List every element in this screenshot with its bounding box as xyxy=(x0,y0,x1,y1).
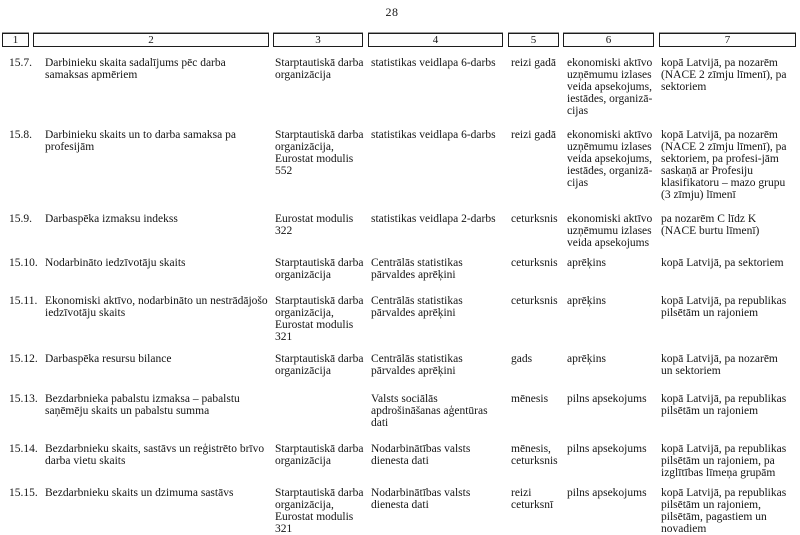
column-header-4: 4 xyxy=(368,33,503,47)
table-row xyxy=(8,353,796,377)
cell-indicator: Darbaspēka resursu bilance xyxy=(45,353,172,365)
cell-breakdown: kopā Latvijā, pa republikas pilsētām un rajoniem, pilsētām, pagastiem un novadiem xyxy=(661,487,787,535)
column-header-7: 7 xyxy=(659,33,796,47)
cell-frequency: reizi gadā xyxy=(511,129,557,141)
table-row xyxy=(8,129,796,201)
table-row xyxy=(8,57,796,117)
table-row xyxy=(8,213,796,249)
cell-method: aprēķins xyxy=(567,257,606,269)
cell-data-source: statistikas veidlapa 2-darbs xyxy=(371,213,496,225)
column-header-1: 1 xyxy=(2,33,29,47)
table-row xyxy=(8,443,796,479)
cell-method: ekonomiski aktīvo uzņēmumu izlases veida apsekojums, iestādes, organizā-cijas xyxy=(567,129,653,189)
cell-data-source: Nodarbinātības valsts dienesta dati xyxy=(371,443,471,467)
cell-breakdown: kopā Latvijā, pa sektoriem xyxy=(661,257,784,269)
cell-breakdown: kopā Latvijā, pa nozarēm (NACE 2 zīmju līmenī), pa sektoriem xyxy=(661,57,787,93)
cell-organization: Starptautiskā darba organizācija xyxy=(275,353,364,377)
cell-frequency: ceturksnis xyxy=(511,213,558,225)
cell-data-source: Valsts sociālās apdrošināšanas aģentūras dati xyxy=(371,393,488,429)
cell-organization: Starptautiskā darba organizācija xyxy=(275,57,364,81)
table-row xyxy=(8,257,796,281)
cell-id: 15.9. xyxy=(9,213,32,225)
cell-breakdown: kopā Latvijā, pa republikas pilsētām un rajoniem xyxy=(661,393,787,417)
column-header-3: 3 xyxy=(273,33,363,47)
table-row xyxy=(8,295,796,343)
cell-data-source: statistikas veidlapa 6-darbs xyxy=(371,129,496,141)
cell-data-source: Nodarbinātības valsts dienesta dati xyxy=(371,487,471,511)
cell-organization: Starptautiskā darba organizācija, Eurostat modulis 552 xyxy=(275,129,364,177)
cell-breakdown: kopā Latvijā, pa republikas pilsētām un rajoniem, pa izglītības līmeņa grupām xyxy=(661,443,787,479)
table-row xyxy=(8,487,796,535)
cell-method: pilns apsekojums xyxy=(567,487,647,499)
cell-organization: Eurostat modulis 322 xyxy=(275,213,354,237)
cell-indicator: Ekonomiski aktīvo, nodarbināto un nestrādājošo iedzīvotāju skaits xyxy=(45,295,268,319)
cell-indicator: Bezdarbnieku skaits, sastāvs un reģistrēto brīvo darba vietu skaits xyxy=(45,443,265,467)
cell-method: ekonomiski aktīvo uzņēmumu izlases veida apsekojums xyxy=(567,213,653,249)
cell-indicator: Bezdarbnieku skaits un dzimuma sastāvs xyxy=(45,487,234,499)
cell-breakdown: kopā Latvijā, pa nozarēm (NACE 2 zīmju līmenī), pa sektoriem, pa profesi-jām saskaņā ar Profesiju klasifikatoru – mazo grupu (3 zīmju) līmenī xyxy=(661,129,787,201)
cell-id: 15.8. xyxy=(9,129,32,141)
cell-breakdown: kopā Latvijā, pa nozarēm un sektoriem xyxy=(661,353,778,377)
cell-indicator: Darbinieku skaita sadalījums pēc darba samaksas apmēriem xyxy=(45,57,226,81)
cell-organization: Starptautiskā darba organizācija, Eurostat modulis 321 xyxy=(275,487,364,535)
cell-frequency: ceturksnis xyxy=(511,295,558,307)
cell-breakdown: pa nozarēm C līdz K (NACE burtu līmenī) xyxy=(661,213,760,237)
cell-organization: Starptautiskā darba organizācija xyxy=(275,443,364,467)
cell-data-source: Centrālās statistikas pārvaldes aprēķini xyxy=(371,295,463,319)
cell-id: 15.7. xyxy=(9,57,32,69)
cell-data-source: Centrālās statistikas pārvaldes aprēķini xyxy=(371,353,463,377)
cell-id: 15.11. xyxy=(9,295,38,307)
cell-frequency: reizi gadā xyxy=(511,57,557,69)
column-header-6: 6 xyxy=(563,33,654,47)
cell-organization: Starptautiskā darba organizācija xyxy=(275,257,364,281)
cell-frequency: ceturksnis xyxy=(511,257,558,269)
table-body xyxy=(8,57,796,535)
cell-indicator: Bezdarbnieka pabalstu izmaksa – pabalstu saņēmēju skaits un pabalstu summa xyxy=(45,393,240,417)
cell-method: aprēķins xyxy=(567,353,606,365)
cell-method: ekonomiski aktīvo uzņēmumu izlases veida apsekojums, iestādes, organizā-cijas xyxy=(567,57,653,117)
column-header-5: 5 xyxy=(508,33,559,47)
cell-id: 15.15. xyxy=(9,487,38,499)
cell-method: pilns apsekojums xyxy=(567,443,647,455)
cell-data-source: statistikas veidlapa 6-darbs xyxy=(371,57,496,69)
cell-method: pilns apsekojums xyxy=(567,393,647,405)
cell-frequency: gads xyxy=(511,353,533,365)
cell-indicator: Darbaspēka izmaksu indekss xyxy=(45,213,178,225)
cell-organization: Starptautiskā darba organizācija, Eurostat modulis 321 xyxy=(275,295,364,343)
cell-frequency: mēnesis, ceturksnis xyxy=(511,443,558,467)
cell-id: 15.12. xyxy=(9,353,38,365)
cell-data-source: Centrālās statistikas pārvaldes aprēķini xyxy=(371,257,463,281)
cell-frequency: mēnesis xyxy=(511,393,549,405)
cell-id: 15.10. xyxy=(9,257,38,269)
cell-method: aprēķins xyxy=(567,295,606,307)
table-row xyxy=(8,393,796,429)
cell-id: 15.14. xyxy=(9,443,38,455)
column-header-2: 2 xyxy=(33,33,269,47)
cell-indicator: Darbinieku skaits un to darba samaksa pa profesijām xyxy=(45,129,236,153)
table-header-row xyxy=(0,33,800,48)
cell-indicator: Nodarbināto iedzīvotāju skaits xyxy=(45,257,186,269)
cell-id: 15.13. xyxy=(9,393,38,405)
cell-breakdown: kopā Latvijā, pa republikas pilsētām un rajoniem xyxy=(661,295,787,319)
page-number: 28 xyxy=(385,5,399,19)
cell-frequency: reizi ceturksnī xyxy=(511,487,554,511)
